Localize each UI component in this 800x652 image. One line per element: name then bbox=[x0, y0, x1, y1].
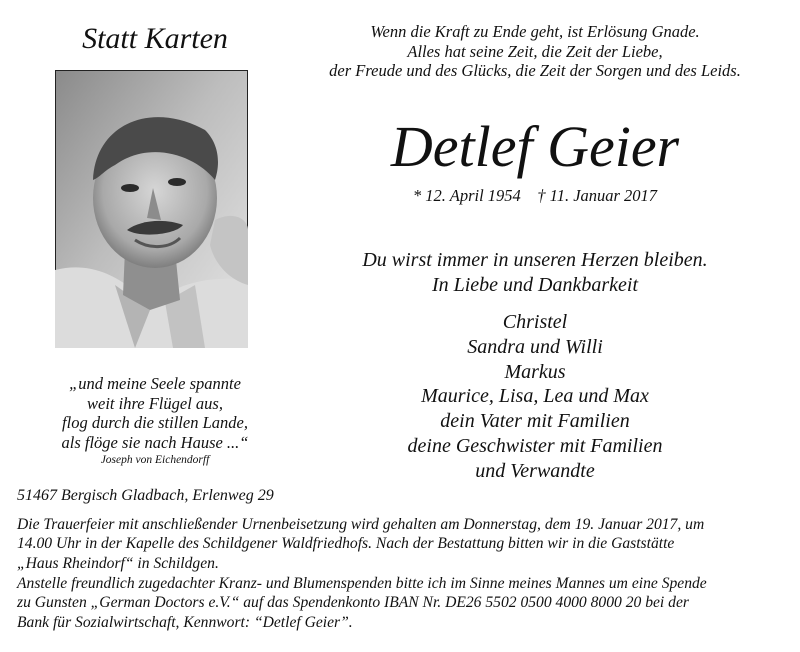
funeral-info-paragraph bbox=[17, 515, 787, 573]
address: 51467 Bergisch Gladbach, Erlenweg 29 bbox=[17, 487, 274, 504]
family-member: Sandra und Willi bbox=[467, 335, 603, 358]
paragraph-line: 14.00 Uhr in der Kapelle des Schildgener Waldfriedhofs. Nach der Bestattung bitten wir in die Gaststätte bbox=[17, 535, 675, 553]
remembrance-text bbox=[285, 248, 785, 298]
poem-author: Joseph von Eichendorff bbox=[100, 454, 210, 466]
paragraph-line: Die Trauerfeier mit anschließender Urnenbeisetzung wird gehalten am Donnerstag, dem 19. Januar 2017, um bbox=[17, 516, 705, 533]
family-member: Maurice, Lisa, Lea und Max bbox=[421, 385, 649, 408]
family-member: deine Geschwister mit Familien bbox=[407, 434, 663, 457]
family-member: und Verwandte bbox=[475, 459, 595, 482]
paragraph-line: zu Gunsten „German Doctors e.V.“ auf das Spendenkonto IBAN Nr. DE26 5502 0500 4000 8000 20 bei der bbox=[17, 594, 689, 612]
motto-line: Alles hat seine Zeit, die Zeit der Liebe, bbox=[407, 41, 663, 61]
family-member: Markus bbox=[504, 360, 566, 383]
poem-line: flog durch die stillen Lande, bbox=[62, 413, 248, 432]
life-dates: * 12. April 1954 † 11. Januar 2017 bbox=[412, 186, 658, 205]
donation-info-paragraph bbox=[17, 574, 787, 632]
poem-line: „und meine Seele spannte bbox=[69, 374, 241, 393]
poem-line: weit ihre Flügel aus, bbox=[87, 393, 223, 413]
poem-quote bbox=[30, 374, 280, 468]
motto-line: der Freude und des Glücks, die Zeit der Sorgen und des Leids. bbox=[329, 61, 741, 80]
motto-line: Wenn die Kraft zu Ende geht, ist Erlösung Gnade. bbox=[370, 22, 700, 41]
portrait-photo bbox=[55, 70, 248, 348]
statt-karten-heading: Statt Karten bbox=[82, 22, 228, 55]
family-member: dein Vater mit Familien bbox=[440, 410, 630, 433]
paragraph-line: Bank für Sozialwirtschaft, Kennwort: “Detlef Geier”. bbox=[17, 613, 353, 631]
deceased-name: Detlef Geier bbox=[390, 114, 680, 179]
remembrance-line: Du wirst immer in unseren Herzen bleiben. bbox=[362, 249, 708, 271]
paragraph-line: Anstelle freundlich zugedachter Kranz- und Blumenspenden bitte ich im Sinne meines Mannes um eine Spende bbox=[17, 575, 707, 592]
family-member: Christel bbox=[502, 311, 568, 333]
paragraph-line: „Haus Rheindorf“ in Schildgen. bbox=[17, 554, 219, 572]
poem-line: als flöge sie nach Hause ...“ bbox=[61, 432, 249, 452]
remembrance-line: In Liebe und Dankbarkeit bbox=[431, 274, 639, 296]
motto-verse bbox=[285, 22, 785, 81]
family-list bbox=[285, 310, 785, 484]
